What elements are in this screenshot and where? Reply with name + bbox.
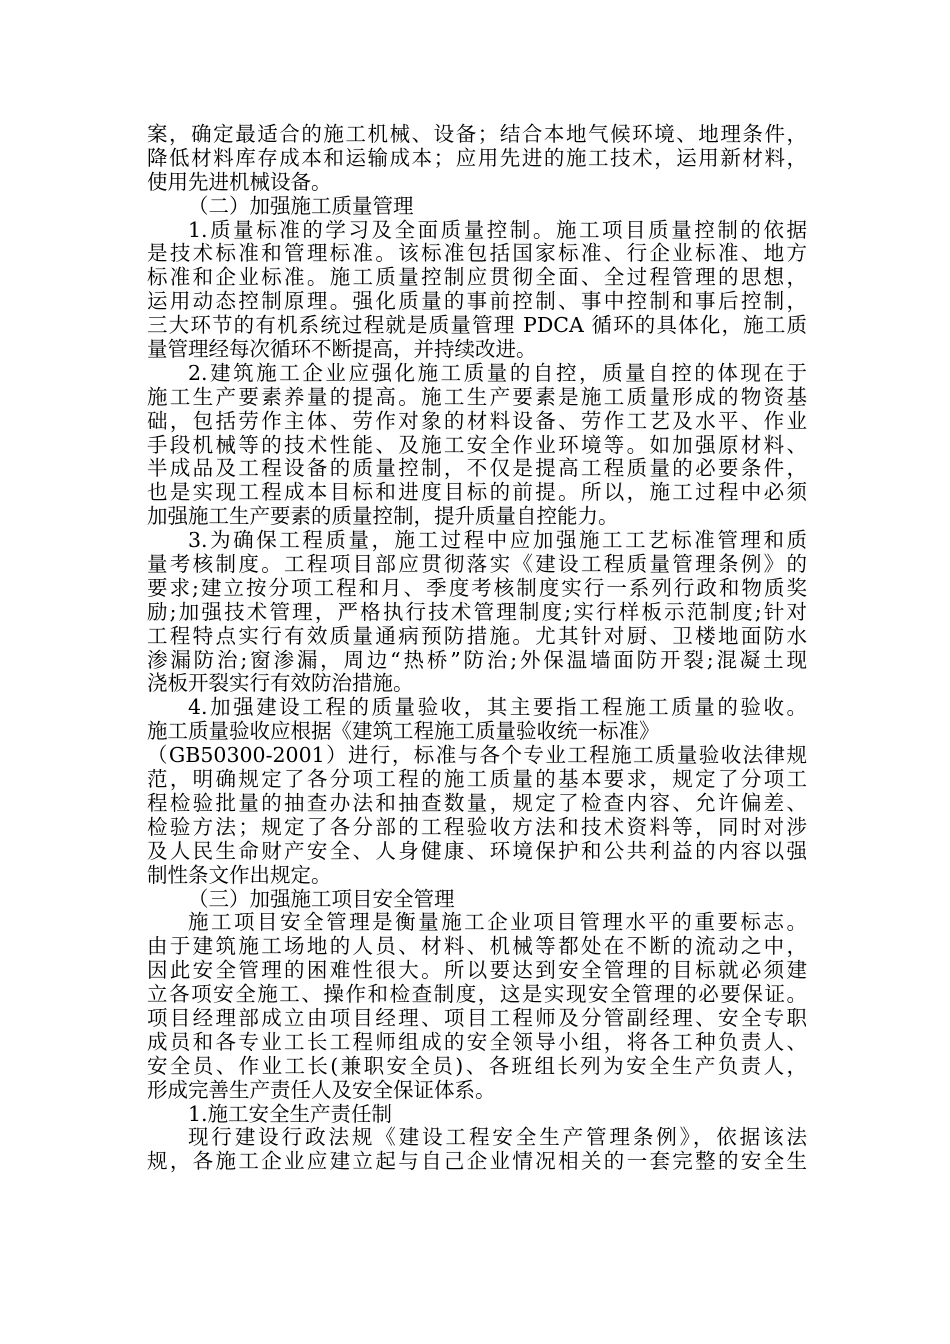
text-line: 施工项目安全管理是衡量施工企业项目管理水平的重要标志。 (188, 910, 807, 935)
text-line: 1.施工安全生产责任制 (188, 1101, 393, 1126)
text-line: 2.建筑施工企业应强化施工质量的自控，质量自控的体现在于 (188, 360, 807, 385)
text-line: 手段机械等的技术性能、及施工安全作业环境等。如加强原材料、 (147, 432, 807, 457)
text-line: 规，各施工企业应建立起与自己企业情况相关的一套完整的安全生 (147, 1149, 807, 1174)
text-line: 运用动态控制原理。强化质量的事前控制、事中控制和事后控制， (147, 289, 807, 314)
text-line: 检验方法；规定了各分部的工程验收方法和技术资料等，同时对涉 (147, 814, 807, 839)
text-line: 施工生产要素养量的提高。施工生产要素是施工质量形成的物资基 (147, 384, 807, 409)
text-line: 使用先进机械设备。 (147, 169, 332, 194)
text-line: 安全员、作业工长(兼职安全员)、各班组长列为安全生产负责人， (147, 1053, 807, 1078)
text-line: 成员和各专业工长工程师组成的安全领导小组，将各工种负责人、 (147, 1029, 807, 1054)
text-line: 半成品及工程设备的质量控制，不仅是提高工程质量的必要条件， (147, 456, 807, 481)
text-line: （三）加强施工项目安全管理 (188, 886, 455, 911)
text-line: 形成完善生产责任人及安全保证体系。 (147, 1077, 496, 1102)
text-line: 3.为确保工程质量，施工过程中应加强施工工艺标准管理和质 (188, 528, 807, 553)
text-line: 项目经理部成立由项目经理、项目工程师及分管副经理、安全专职 (147, 1005, 807, 1030)
text-line: 及人民生命财产安全、人身健康、环境保护和公共利益的内容以强 (147, 838, 807, 863)
text-line: 渗漏防治;窗渗漏，周边“热桥”防治;外保温墙面防开裂;混凝土现 (147, 647, 807, 672)
text-line: 三大环节的有机系统过程就是质量管理 PDCA 循环的具体化，施工质 (147, 313, 807, 338)
text-line: 范，明确规定了各分项工程的施工质量的基本要求，规定了分项工 (147, 767, 807, 792)
text-line: 制性条文作出规定。 (147, 862, 332, 887)
text-line: 程检验批量的抽查办法和抽查数量，规定了检查内容、允许偏差、 (147, 790, 807, 815)
text-line: 1.质量标准的学习及全面质量控制。施工项目质量控制的依据 (188, 217, 807, 242)
text-line: 浇板开裂实行有效防治措施。 (147, 671, 414, 696)
text-line: 要求;建立按分项工程和月、季度考核制度实行一系列行政和物质奖 (147, 575, 807, 600)
document-body (147, 123, 807, 1174)
text-line: 是技术标准和管理标准。该标准包括国家标准、行企业标准、地方 (147, 241, 807, 266)
text-line: 工程特点实行有效质量通病预防措施。尤其针对厨、卫楼地面防水 (147, 623, 807, 648)
text-line: 也是实现工程成本目标和进度目标的前提。所以，施工过程中必须 (147, 480, 807, 505)
text-line: 现行建设行政法规《建设工程安全生产管理条例》，依据该法 (188, 1125, 807, 1150)
text-line: 由于建筑施工场地的人员、材料、机械等都处在不断的流动之中， (147, 934, 807, 959)
text-line: 降低材料库存成本和运输成本；应用先进的施工技术，运用新材料， (147, 145, 807, 170)
text-line: 4.加强建设工程的质量验收，其主要指工程施工质量的验收。 (188, 695, 807, 720)
text-line: 础，包括劳作主体、劳作对象的材料设备、劳作工艺及水平、作业 (147, 408, 807, 433)
text-line: 励;加强技术管理，严格执行技术管理制度;实行样板示范制度;针对 (147, 599, 807, 624)
text-line: 施工质量验收应根据《建筑工程施工质量验收统一标准》 (147, 719, 660, 744)
text-line: 立各项安全施工、操作和检查制度，这是实现安全管理的必要保证。 (147, 982, 807, 1007)
text-line: 标准和企业标准。施工质量控制应贯彻全面、全过程管理的思想， (147, 265, 807, 290)
text-line: 案，确定最适合的施工机械、设备；结合本地气候环境、地理条件， (147, 122, 807, 146)
text-line: 因此安全管理的困难性很大。所以要达到安全管理的目标就必须建 (147, 958, 807, 983)
text-line: （GB50300-2001）进行，标准与各个专业工程施工质量验收法律规 (147, 743, 807, 768)
text-line: 加强施工生产要素的质量控制，提升质量自控能力。 (147, 504, 619, 529)
text-line: 量管理经每次循环不断提高，并持续改进。 (147, 337, 537, 362)
text-line: （二）加强施工质量管理 (188, 193, 414, 218)
text-line: 量考核制度。工程项目部应贯彻落实《建设工程质量管理条例》的 (147, 552, 807, 577)
